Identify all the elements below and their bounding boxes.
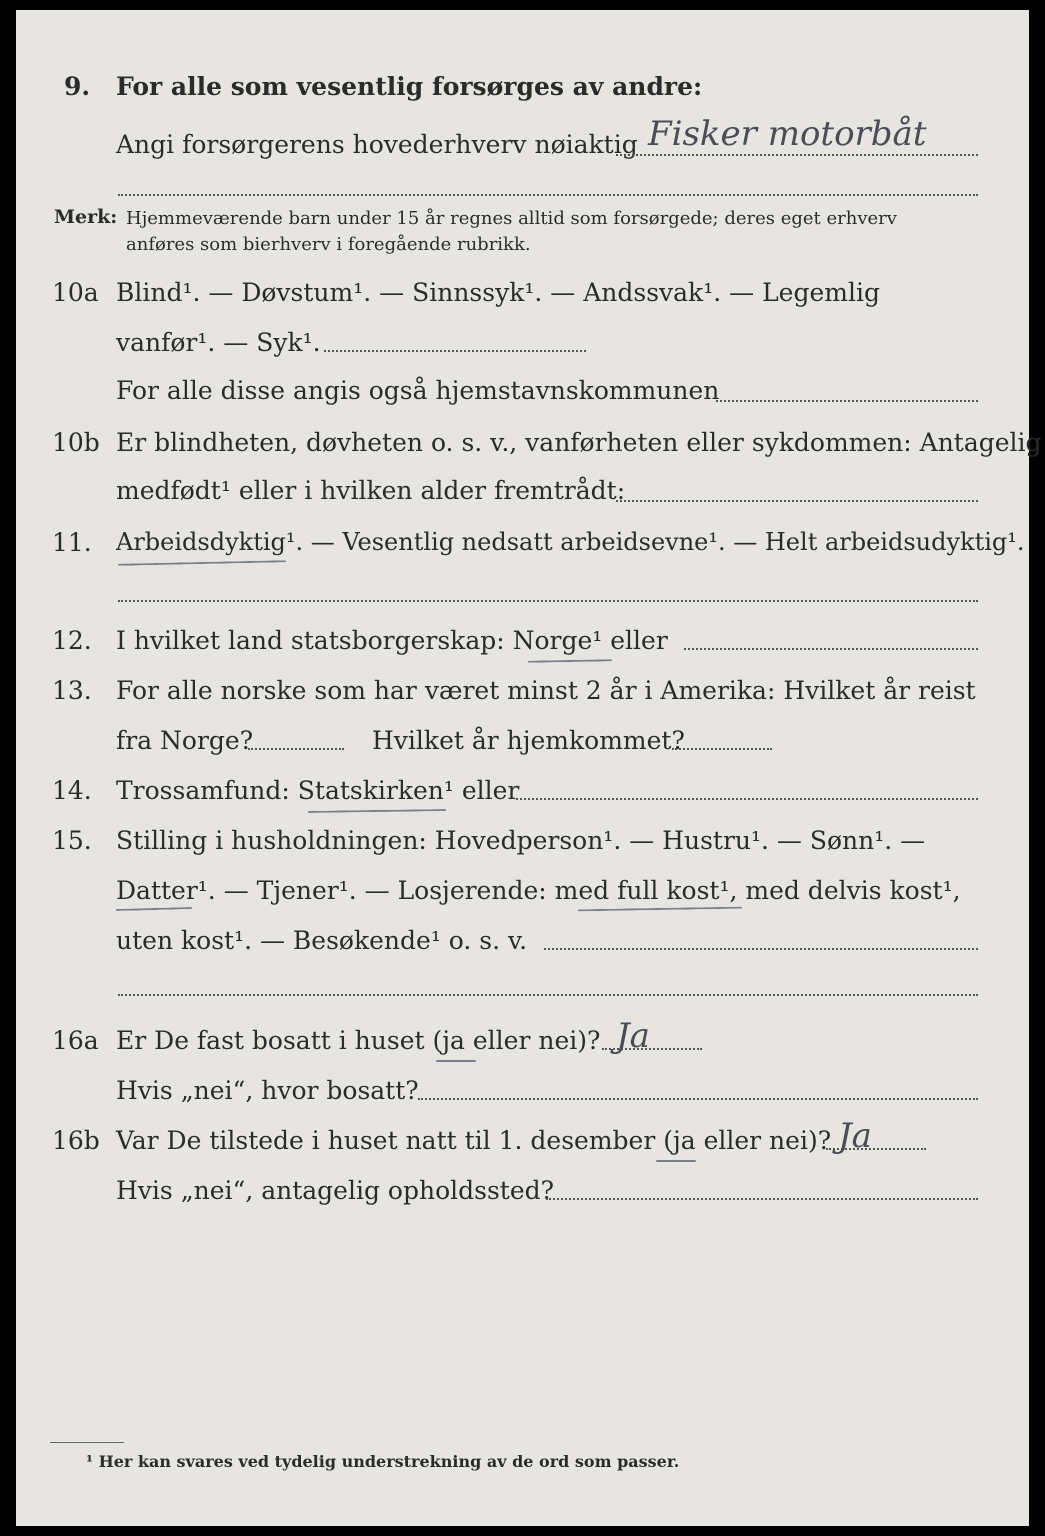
- q12-line1: I hvilket land statsborgerskap: Norge¹ eller: [116, 626, 668, 655]
- q11-number: 11.: [52, 528, 92, 557]
- q15-full-kost-underline: [578, 907, 742, 912]
- footnote-rule: [50, 1442, 124, 1443]
- q10a-number: 10a: [52, 278, 99, 307]
- q15-extra-line: [118, 994, 978, 996]
- q13-reist-line: [248, 748, 344, 750]
- q12-number: 12.: [52, 626, 92, 655]
- q15-line1: Stilling i husholdningen: Hovedperson¹. — Hustru¹. — Sønn¹. —: [116, 826, 926, 855]
- q10b-answer-line: [616, 500, 978, 502]
- q13-line2a: fra Norge?: [116, 726, 254, 755]
- q10a-line1: Blind¹. — Døvstum¹. — Sinnssyk¹. — Andssvak¹. — Legemlig: [116, 278, 880, 307]
- q16b-number: 16b: [52, 1126, 100, 1155]
- q14-statskirken-underline: [308, 809, 446, 813]
- census-form-page: [16, 10, 1042, 1526]
- q10b-number: 10b: [52, 428, 100, 457]
- merk-line2: anføres som bierhverv i foregående rubrikk.: [126, 234, 531, 255]
- q9-answer-line: [616, 154, 978, 156]
- q16a-ja-underline: [436, 1060, 476, 1062]
- q16b-line1: Var De tilstede i huset natt til 1. desember (ja eller nei)?: [116, 1126, 832, 1155]
- q15-line2: Datter¹. — Tjener¹. — Losjerende: med full kost¹, med delvis kost¹,: [116, 876, 961, 905]
- q10b-line2: medfødt¹ eller i hvilken alder fremtrådt:: [116, 476, 626, 505]
- q9-line1: For alle som vesentlig forsørges av andre:: [116, 72, 703, 101]
- q15-line3: uten kost¹. — Besøkende¹ o. s. v.: [116, 926, 528, 955]
- q9-number: 9.: [64, 72, 91, 101]
- footnote: ¹ Her kan svares ved tydelig understrekning av de ord som passer.: [86, 1452, 680, 1471]
- q13-number: 13.: [52, 676, 92, 705]
- q10a-kommune-line: [716, 400, 978, 402]
- q16b-opholdssted-line: [546, 1198, 978, 1200]
- q9-line2: Angi forsørgerens hovederhverv nøiaktig: [116, 130, 638, 159]
- q9-extra-line: [118, 194, 978, 196]
- q10a-line2: vanfør¹. — Syk¹.: [116, 328, 321, 357]
- q10a-syk-line: [324, 350, 586, 352]
- q14-number: 14.: [52, 776, 92, 805]
- q11-arbeidsdyktig-underline: [118, 560, 286, 566]
- q13-hjemkommet-line: [672, 748, 772, 750]
- q16a-number: 16a: [52, 1026, 99, 1055]
- q14-answer-line: [516, 798, 978, 800]
- q16a-line1: Er De fast bosatt i huset (ja eller nei)?: [116, 1026, 601, 1055]
- merk-label: Merk:: [54, 206, 118, 228]
- q16b-handwritten-answer: Ja: [838, 1116, 872, 1156]
- q16b-ja-underline: [656, 1160, 696, 1162]
- q16a-handwritten-answer: Ja: [616, 1016, 650, 1056]
- q13-line2b: Hvilket år hjemkommet?: [372, 726, 685, 755]
- q15-datter-underline: [116, 907, 192, 911]
- q16a-line2: Hvis „nei“, hvor bosatt?: [116, 1076, 419, 1105]
- q12-answer-line: [684, 648, 978, 650]
- q14-line1: Trossamfund: Statskirken¹ eller: [116, 776, 520, 805]
- q16b-line2: Hvis „nei“, antagelig opholdssted?: [116, 1176, 555, 1205]
- q15-answer-line: [544, 948, 978, 950]
- merk-line1: Hjemmeværende barn under 15 år regnes alltid som forsørgede; deres eget erhverv: [126, 208, 897, 229]
- q9-handwritten-answer: Fisker motorbåt: [648, 114, 927, 154]
- q11-extra-line: [118, 600, 978, 602]
- q10a-line3: For alle disse angis også hjemstavnskommunen: [116, 376, 720, 405]
- q11-line1: Arbeidsdyktig¹. — Vesentlig nedsatt arbeidsevne¹. — Helt arbeidsudyktig¹.: [116, 528, 1025, 556]
- q12-norge-underline: [528, 659, 612, 662]
- q13-line1: For alle norske som har været minst 2 år i Amerika: Hvilket år reist: [116, 676, 976, 705]
- q15-number: 15.: [52, 826, 92, 855]
- q10b-line1: Er blindheten, døvheten o. s. v., vanførheten eller sykdommen: Antagelig: [116, 428, 1042, 457]
- q16a-bosatt-line: [418, 1098, 978, 1100]
